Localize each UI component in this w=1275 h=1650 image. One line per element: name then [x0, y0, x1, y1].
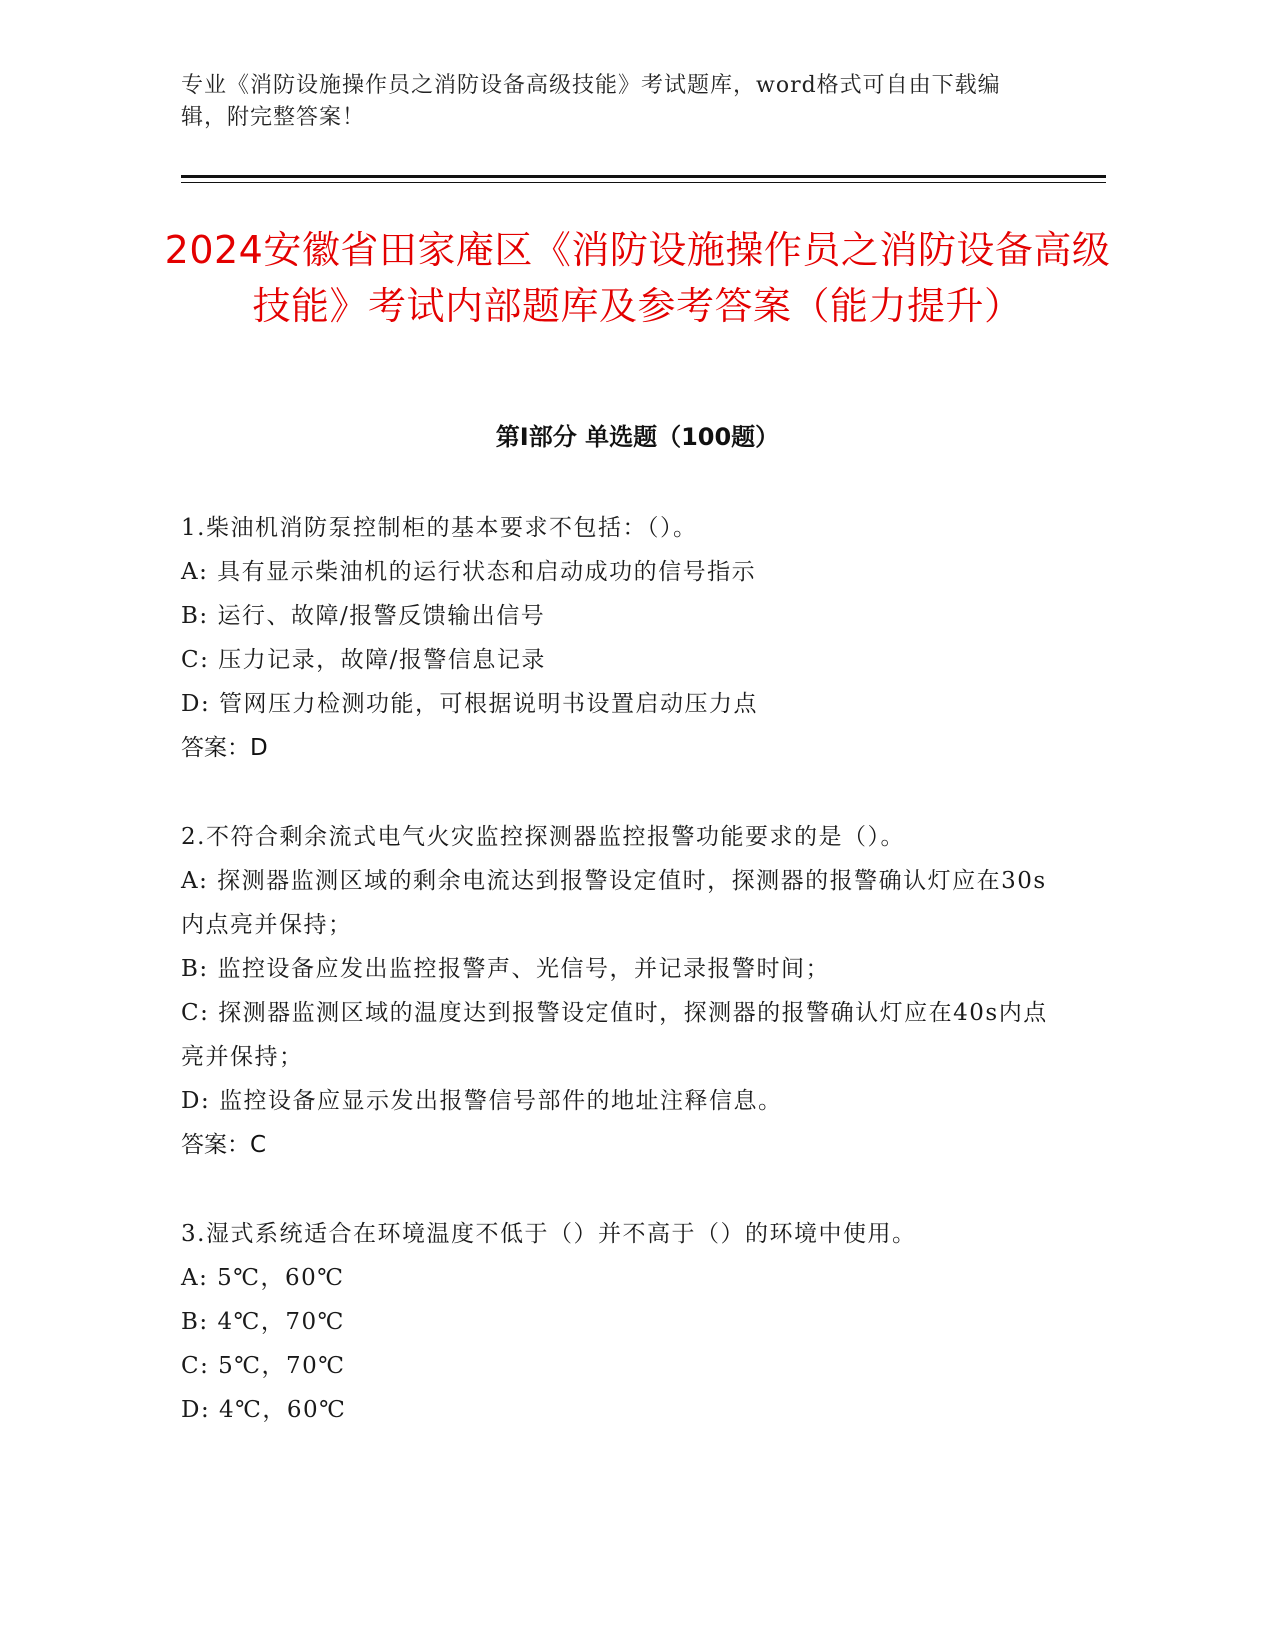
option-d: D: 4℃，60℃	[181, 1397, 347, 1423]
option-c: C: 5℃，70℃	[181, 1353, 346, 1379]
option-a: A: 5℃，60℃	[181, 1265, 345, 1291]
question-2	[181, 815, 1061, 1167]
answer: 答案：C	[181, 1132, 267, 1158]
question-1	[181, 506, 1061, 770]
question-list	[181, 506, 1061, 1477]
option-d: D: 管网压力检测功能，可根据说明书设置启动压力点	[181, 691, 759, 717]
option-b: B: 监控设备应发出监控报警声、光信号，并记录报警时间；	[181, 956, 830, 982]
option-a: A: 探测器监测区域的剩余电流达到报警设定值时，探测器的报警确认灯应在30s内点亮并保持；	[181, 868, 1047, 938]
option-c: C: 探测器监测区域的温度达到报警设定值时，探测器的报警确认灯应在40s内点亮并保持；	[181, 1000, 1048, 1070]
header-note: 专业《消防设施操作员之消防设备高级技能》考试题库，word格式可自由下载编辑，附完整答案！	[181, 73, 1001, 130]
question-stem: 1.柴油机消防泵控制柜的基本要求不包括：（）。	[181, 515, 698, 541]
option-a: A: 具有显示柴油机的运行状态和启动成功的信号指示	[181, 559, 757, 585]
header-rule-thin	[181, 182, 1106, 183]
question-stem: 3.湿式系统适合在环境温度不低于（）并不高于（）的环境中使用。	[181, 1221, 917, 1247]
option-b: B: 运行、故障/报警反馈输出信号	[181, 603, 546, 629]
option-d: D: 监控设备应显示发出报警信号部件的地址注释信息。	[181, 1088, 783, 1114]
option-c: C: 压力记录，故障/报警信息记录	[181, 647, 546, 673]
header-rule-thick	[181, 175, 1106, 178]
question-3	[181, 1212, 1061, 1432]
option-b: B: 4℃，70℃	[181, 1309, 345, 1335]
question-stem: 2.不符合剩余流式电气火灾监控探测器监控报警功能要求的是（）。	[181, 824, 905, 850]
section-title: 第I部分 单选题（100题）	[495, 423, 780, 451]
document-title: 2024安徽省田家庵区《消防设施操作员之消防设备高级技能》考试内部题库及参考答案（能力提升）	[164, 228, 1111, 328]
answer: 答案：D	[181, 735, 268, 761]
